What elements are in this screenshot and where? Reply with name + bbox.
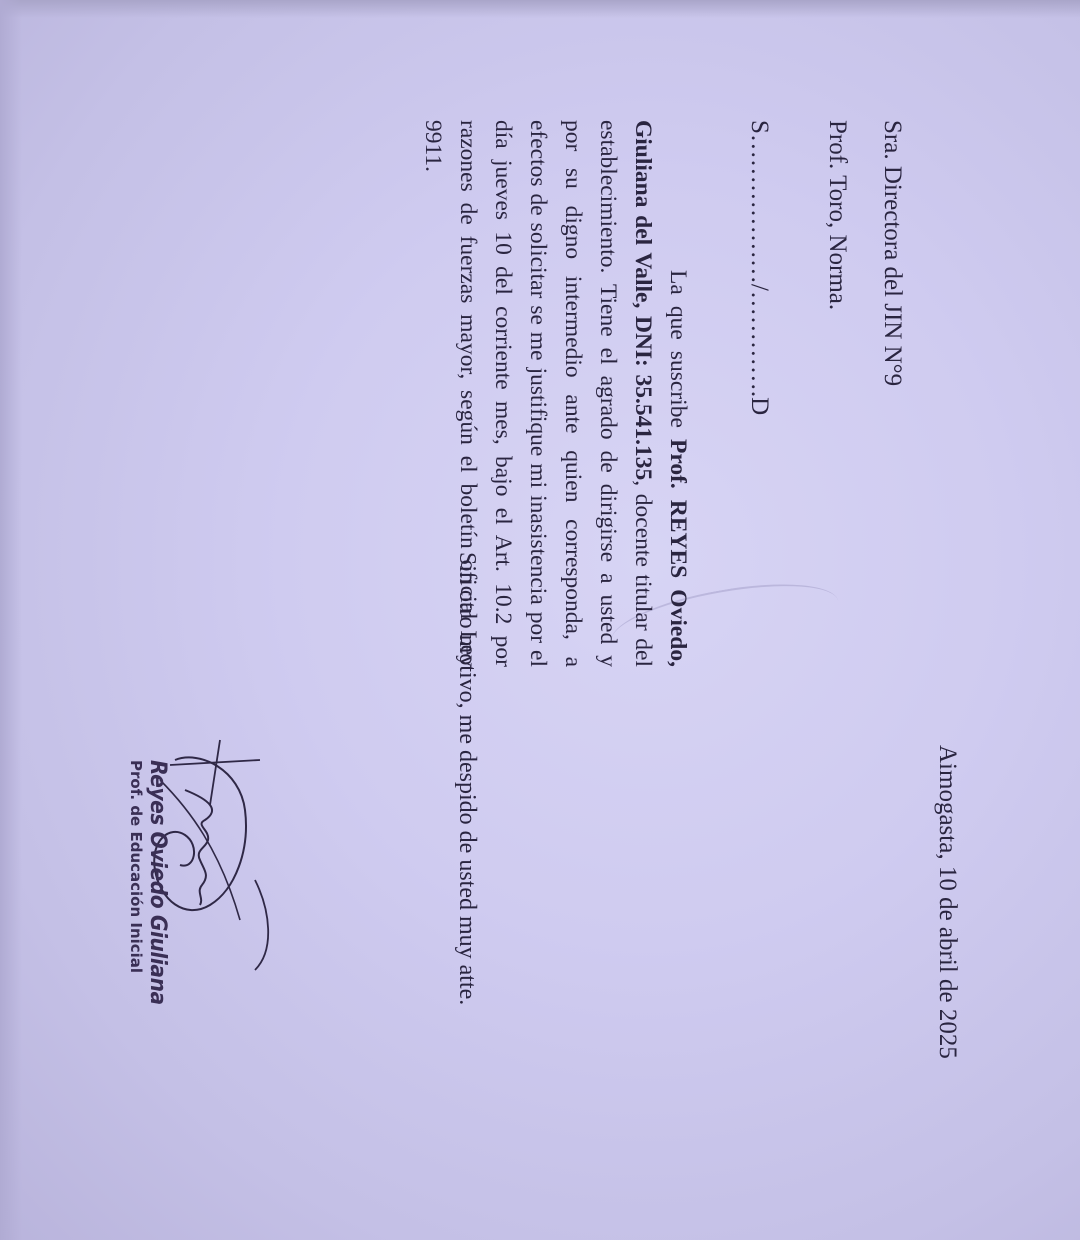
recipient-line-2: Prof. Toro, Norma. (824, 120, 851, 311)
stamp-title: Prof. de Educación Inicial (127, 760, 145, 974)
body-name: Prof. REYES Oviedo, Giuliana del Valle, DNI: 35.541.135 (630, 120, 691, 667)
recipient-line-1: Sra. Directora del JIN N°9 (879, 120, 906, 387)
signature-stamp (127, 760, 170, 1026)
stamp-name: Reyes Oviedo Giuliana (145, 760, 170, 1005)
date-line: Aimogasta, 10 de abril de 2025 (934, 745, 961, 1059)
recipient-line-3: S………………/………….D (746, 120, 773, 416)
body-text: , docente titular del establecimiento. Tiene el agrado de dirigirse a usted y por su digno intermedio ante quien corresponda, a efectos de solicitar se me justifique mi inasistencia por el día jueves 10 del corriente mes, bajo el Art. 10.2 por razones de fuerzas mayor, según el boletín oficial Ley 9911. (420, 120, 656, 667)
closing-line: Sin otro motivo, me despido de usted muy atte. (454, 552, 480, 1006)
body-intro: La que suscribe (665, 270, 691, 439)
